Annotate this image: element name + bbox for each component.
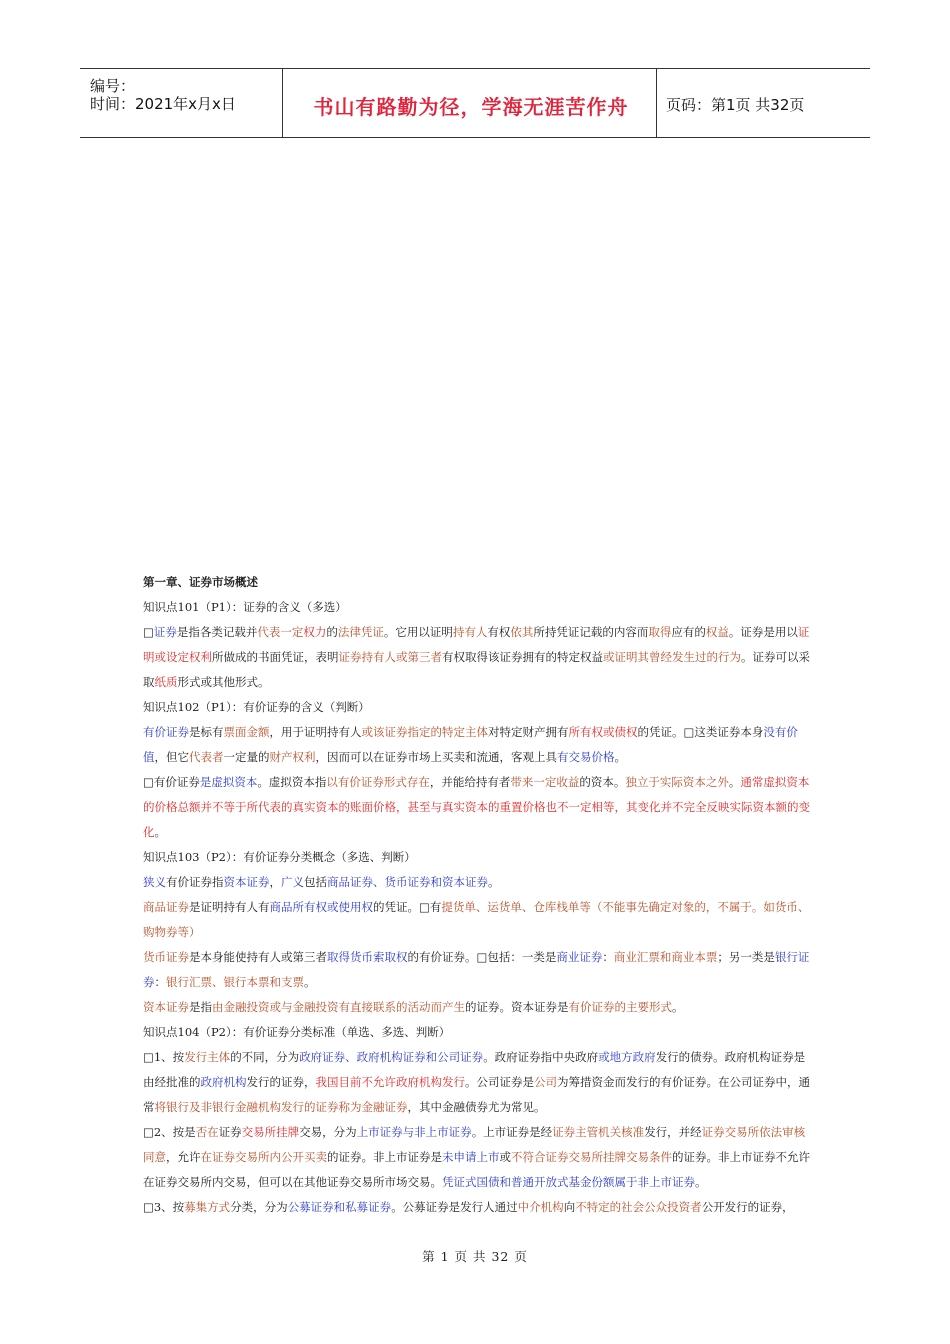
text-run: 发行主体: [184, 1050, 231, 1064]
text-run: 狭义: [143, 875, 166, 889]
text-run: 商业汇票和商业本票: [613, 950, 718, 964]
text-run: ，其中金融债券尤为常见。: [407, 1100, 546, 1114]
text-run: 没有价值: [143, 725, 798, 764]
page-info: 页码：第1页 共32页: [666, 96, 805, 114]
knowledge-point-title: 知识点103（P2）：有价证券分类概念（多选、判断）: [143, 850, 416, 864]
text-run: ：: [154, 975, 166, 989]
text-run: 是标有: [189, 725, 224, 739]
paragraph: [143, 945, 811, 995]
text-run: 银行证券: [143, 950, 810, 989]
paragraph: [143, 870, 811, 895]
text-run: 向: [563, 1200, 576, 1214]
text-run: 发行的债券。政府机构证券是由经批准的: [143, 1050, 806, 1089]
text-run: 分类，分为: [230, 1200, 288, 1214]
text-run: 或地方政府: [598, 1050, 656, 1064]
text-run: 上市证券与非上市证券: [356, 1125, 472, 1139]
page-footer: 第 1 页 共 32 页: [422, 1249, 528, 1264]
text-run: ，允许: [166, 1150, 201, 1164]
text-run: 公募证券和私募证券: [287, 1200, 392, 1214]
paragraph: [143, 1195, 811, 1220]
text-run: 依其: [510, 625, 534, 639]
text-run: 持有人: [452, 625, 488, 639]
text-run: 或证明其曾经发生过的行为: [603, 650, 741, 664]
text-run: ，: [269, 875, 281, 889]
text-run: ；另一类是: [717, 950, 775, 964]
page-header: [80, 68, 870, 138]
text-run: 证券交易所依法审核同意: [143, 1125, 806, 1164]
header-motto: 书山有路勤为径，学海无涯苦作舟: [313, 95, 629, 119]
paragraph: [143, 1120, 811, 1195]
paragraph: [143, 620, 811, 695]
text-run: 发行，并经: [644, 1125, 702, 1139]
text-run: 取得: [648, 625, 672, 639]
text-run: 公司: [534, 1075, 557, 1089]
text-run: 取得货币索取权: [327, 950, 408, 964]
text-run: 是证明持有人有: [189, 900, 270, 914]
text-run: 商业证券: [556, 950, 603, 964]
text-run: 银行汇票、银行本票和支票: [166, 975, 304, 989]
text-run: 。公司证券是: [465, 1075, 534, 1089]
text-run: 发行的证券，: [246, 1075, 316, 1089]
text-run: 是本身能使持有人或第三者: [189, 950, 327, 964]
text-run: 凭证式国债和普通开放式基金份额属于非上市证券: [442, 1175, 695, 1189]
text-run: 所持凭证记载的内容而: [533, 625, 649, 639]
knowledge-point-title: 知识点104（P2）：有价证券分类标准（单选、多选、判断）: [143, 1025, 451, 1039]
text-run: 。证券是用以: [728, 625, 798, 639]
text-run: 一定量的: [223, 750, 270, 764]
text-run: 的凭证。□有: [373, 900, 442, 914]
text-run: 证券: [218, 1125, 242, 1139]
text-run: 是指各类记载并: [176, 625, 258, 639]
text-run: 应有的: [671, 625, 706, 639]
text-run: □1、按: [143, 1050, 185, 1064]
text-run: 法律凭证: [337, 625, 384, 639]
text-run: ：: [602, 950, 614, 964]
text-run: □3、按: [143, 1200, 185, 1214]
text-run: 。: [728, 775, 741, 789]
text-run: 的证券。资本证券是: [465, 1000, 569, 1014]
text-run: 提货单、运货单、仓库栈单等（不能事先确定对象的，不属于。如货币、购物券等）: [143, 900, 810, 939]
text-run: 。: [614, 750, 626, 764]
text-run: 商品证券: [143, 900, 189, 914]
text-run: 将银行及非银行金融机构发行的证券称为金融证券: [154, 1100, 408, 1114]
text-run: 有交易价格: [557, 750, 615, 764]
text-run: 。政府证券指中央政府: [483, 1050, 599, 1064]
text-run: 票面金额: [223, 725, 270, 739]
text-run: 不符合证券交易所挂牌交易条件: [511, 1150, 672, 1164]
text-run: 的凭证。□这类证券本身: [637, 725, 764, 739]
text-run: 。: [304, 975, 316, 989]
text-run: 。公募证券是发行人通过: [391, 1200, 518, 1214]
text-run: 我国目前不允许政府机构发行: [315, 1075, 465, 1089]
number-label: 编号：: [90, 77, 136, 95]
text-run: 政府机构: [200, 1075, 247, 1089]
text-run: 资本证券: [143, 1000, 189, 1014]
text-run: 对特定财产拥有: [488, 725, 569, 739]
document-body: [143, 570, 811, 1220]
text-run: 政府证券、政府机构证券和公司证券: [299, 1050, 484, 1064]
text-run: 中介机构: [517, 1200, 564, 1214]
text-run: 交易，分为: [299, 1125, 357, 1139]
text-run: 财产权利: [269, 750, 316, 764]
text-run: 货币证券: [143, 950, 189, 964]
text-run: 证券主管机关核准: [552, 1125, 645, 1139]
time-label: 时间：2021年x月x日: [90, 95, 236, 113]
text-run: 。: [488, 875, 500, 889]
text-run: 募集方式: [184, 1200, 231, 1214]
text-run: ，并能给持有者: [429, 775, 511, 789]
paragraph: [143, 1045, 811, 1120]
text-run: 的不同，分为: [230, 1050, 300, 1064]
text-run: 是指: [189, 1000, 212, 1014]
text-run: □: [143, 625, 154, 639]
text-run: 。它用以证明: [383, 625, 453, 639]
paragraph: [143, 995, 811, 1020]
text-run: 。虚拟资本指: [257, 775, 327, 789]
text-run: 公开发行的证券，: [701, 1200, 794, 1214]
text-run: 有权: [487, 625, 511, 639]
text-run: 商品所有权或使用权: [269, 900, 373, 914]
text-run: 权力: [303, 625, 327, 639]
text-run: 或: [499, 1150, 511, 1164]
text-run: 由金融投资或与金融投资有直接联系的活动而产生: [212, 1000, 465, 1014]
text-run: 有价证券指: [166, 875, 224, 889]
text-run: 的资本。: [579, 775, 626, 789]
text-run: 未申请上市: [442, 1150, 500, 1164]
text-run: 是虚拟资本: [199, 775, 258, 789]
text-run: 带来一定收益: [510, 775, 580, 789]
text-run: 包括: [304, 875, 327, 889]
text-run: ，用于证明持有人: [269, 725, 362, 739]
text-run: □2、按是: [143, 1125, 196, 1139]
text-run: 所做成的书面凭证，表明: [212, 650, 339, 664]
header-divider: [656, 69, 657, 137]
paragraph: [143, 720, 811, 770]
text-run: 交易所挂牌: [241, 1125, 300, 1139]
text-run: 代表一定: [257, 625, 304, 639]
text-run: 广义: [281, 875, 304, 889]
paragraph: [143, 770, 811, 845]
text-run: 权益: [705, 625, 729, 639]
text-run: 为筹措资金而发行的有价证券。在公司证券中，通常: [143, 1075, 810, 1114]
text-run: 通常虚拟资本的价格总额并不等于所代表的真实资本的账面价格，甚至与真实资本的重置价格也不一定相等，其变化并不完全反映实际资本额的变化: [143, 775, 810, 839]
text-run: 。上市证券是经: [471, 1125, 553, 1139]
knowledge-point-title: 知识点101（P1）：证券的含义（多选）: [143, 600, 347, 614]
text-run: 形式或其他形式。: [177, 675, 270, 689]
text-run: 。: [154, 825, 166, 839]
text-run: 所有权或债权: [568, 725, 638, 739]
text-run: ，因而可以在证券市场上买卖和流通，客观上具: [315, 750, 557, 764]
paragraph: [143, 895, 811, 945]
text-run: 的证券。非上市证券不允许在证券交易所内交易，但可以在其他证券交易所市场交易。: [143, 1150, 810, 1189]
text-run: 否在: [195, 1125, 219, 1139]
text-run: 证券: [153, 625, 177, 639]
text-run: 的: [326, 625, 338, 639]
text-run: 的有价证券。□包括：一类是: [407, 950, 557, 964]
text-run: 以有价证券形式存在: [326, 775, 430, 789]
text-run: 不特定的社会公众投资者: [575, 1200, 702, 1214]
text-run: 或该证券指定的特定主体: [361, 725, 488, 739]
text-run: 证券持有人或第三者: [338, 650, 442, 664]
text-run: 证明或设定权利: [143, 625, 810, 664]
text-run: 在证券交易所内公开买卖: [200, 1150, 327, 1164]
text-run: 资本证券: [223, 875, 270, 889]
text-run: ，但它: [154, 750, 189, 764]
text-run: 代表者: [189, 750, 224, 764]
text-run: 。: [695, 1175, 707, 1189]
text-run: 。: [672, 1000, 684, 1014]
text-run: 商品证券、货币证券和资本证券: [327, 875, 488, 889]
knowledge-point-title: 知识点102（P1）：有价证券的含义（判断）: [143, 700, 370, 714]
chapter-title: 第一章、证券市场概述: [143, 575, 258, 589]
text-run: □有价证券: [143, 775, 200, 789]
text-run: 独立于实际资本之外: [625, 775, 729, 789]
text-run: 有权取得该证券拥有的特定权益: [442, 650, 603, 664]
text-run: 有价证券: [143, 725, 189, 739]
header-divider: [282, 69, 283, 137]
text-run: 有价证券的主要形式: [568, 1000, 672, 1014]
text-run: 的证券。非上市证券是: [327, 1150, 442, 1164]
text-run: 纸质: [154, 675, 178, 689]
text-run: 。证券可以采取: [143, 650, 810, 689]
